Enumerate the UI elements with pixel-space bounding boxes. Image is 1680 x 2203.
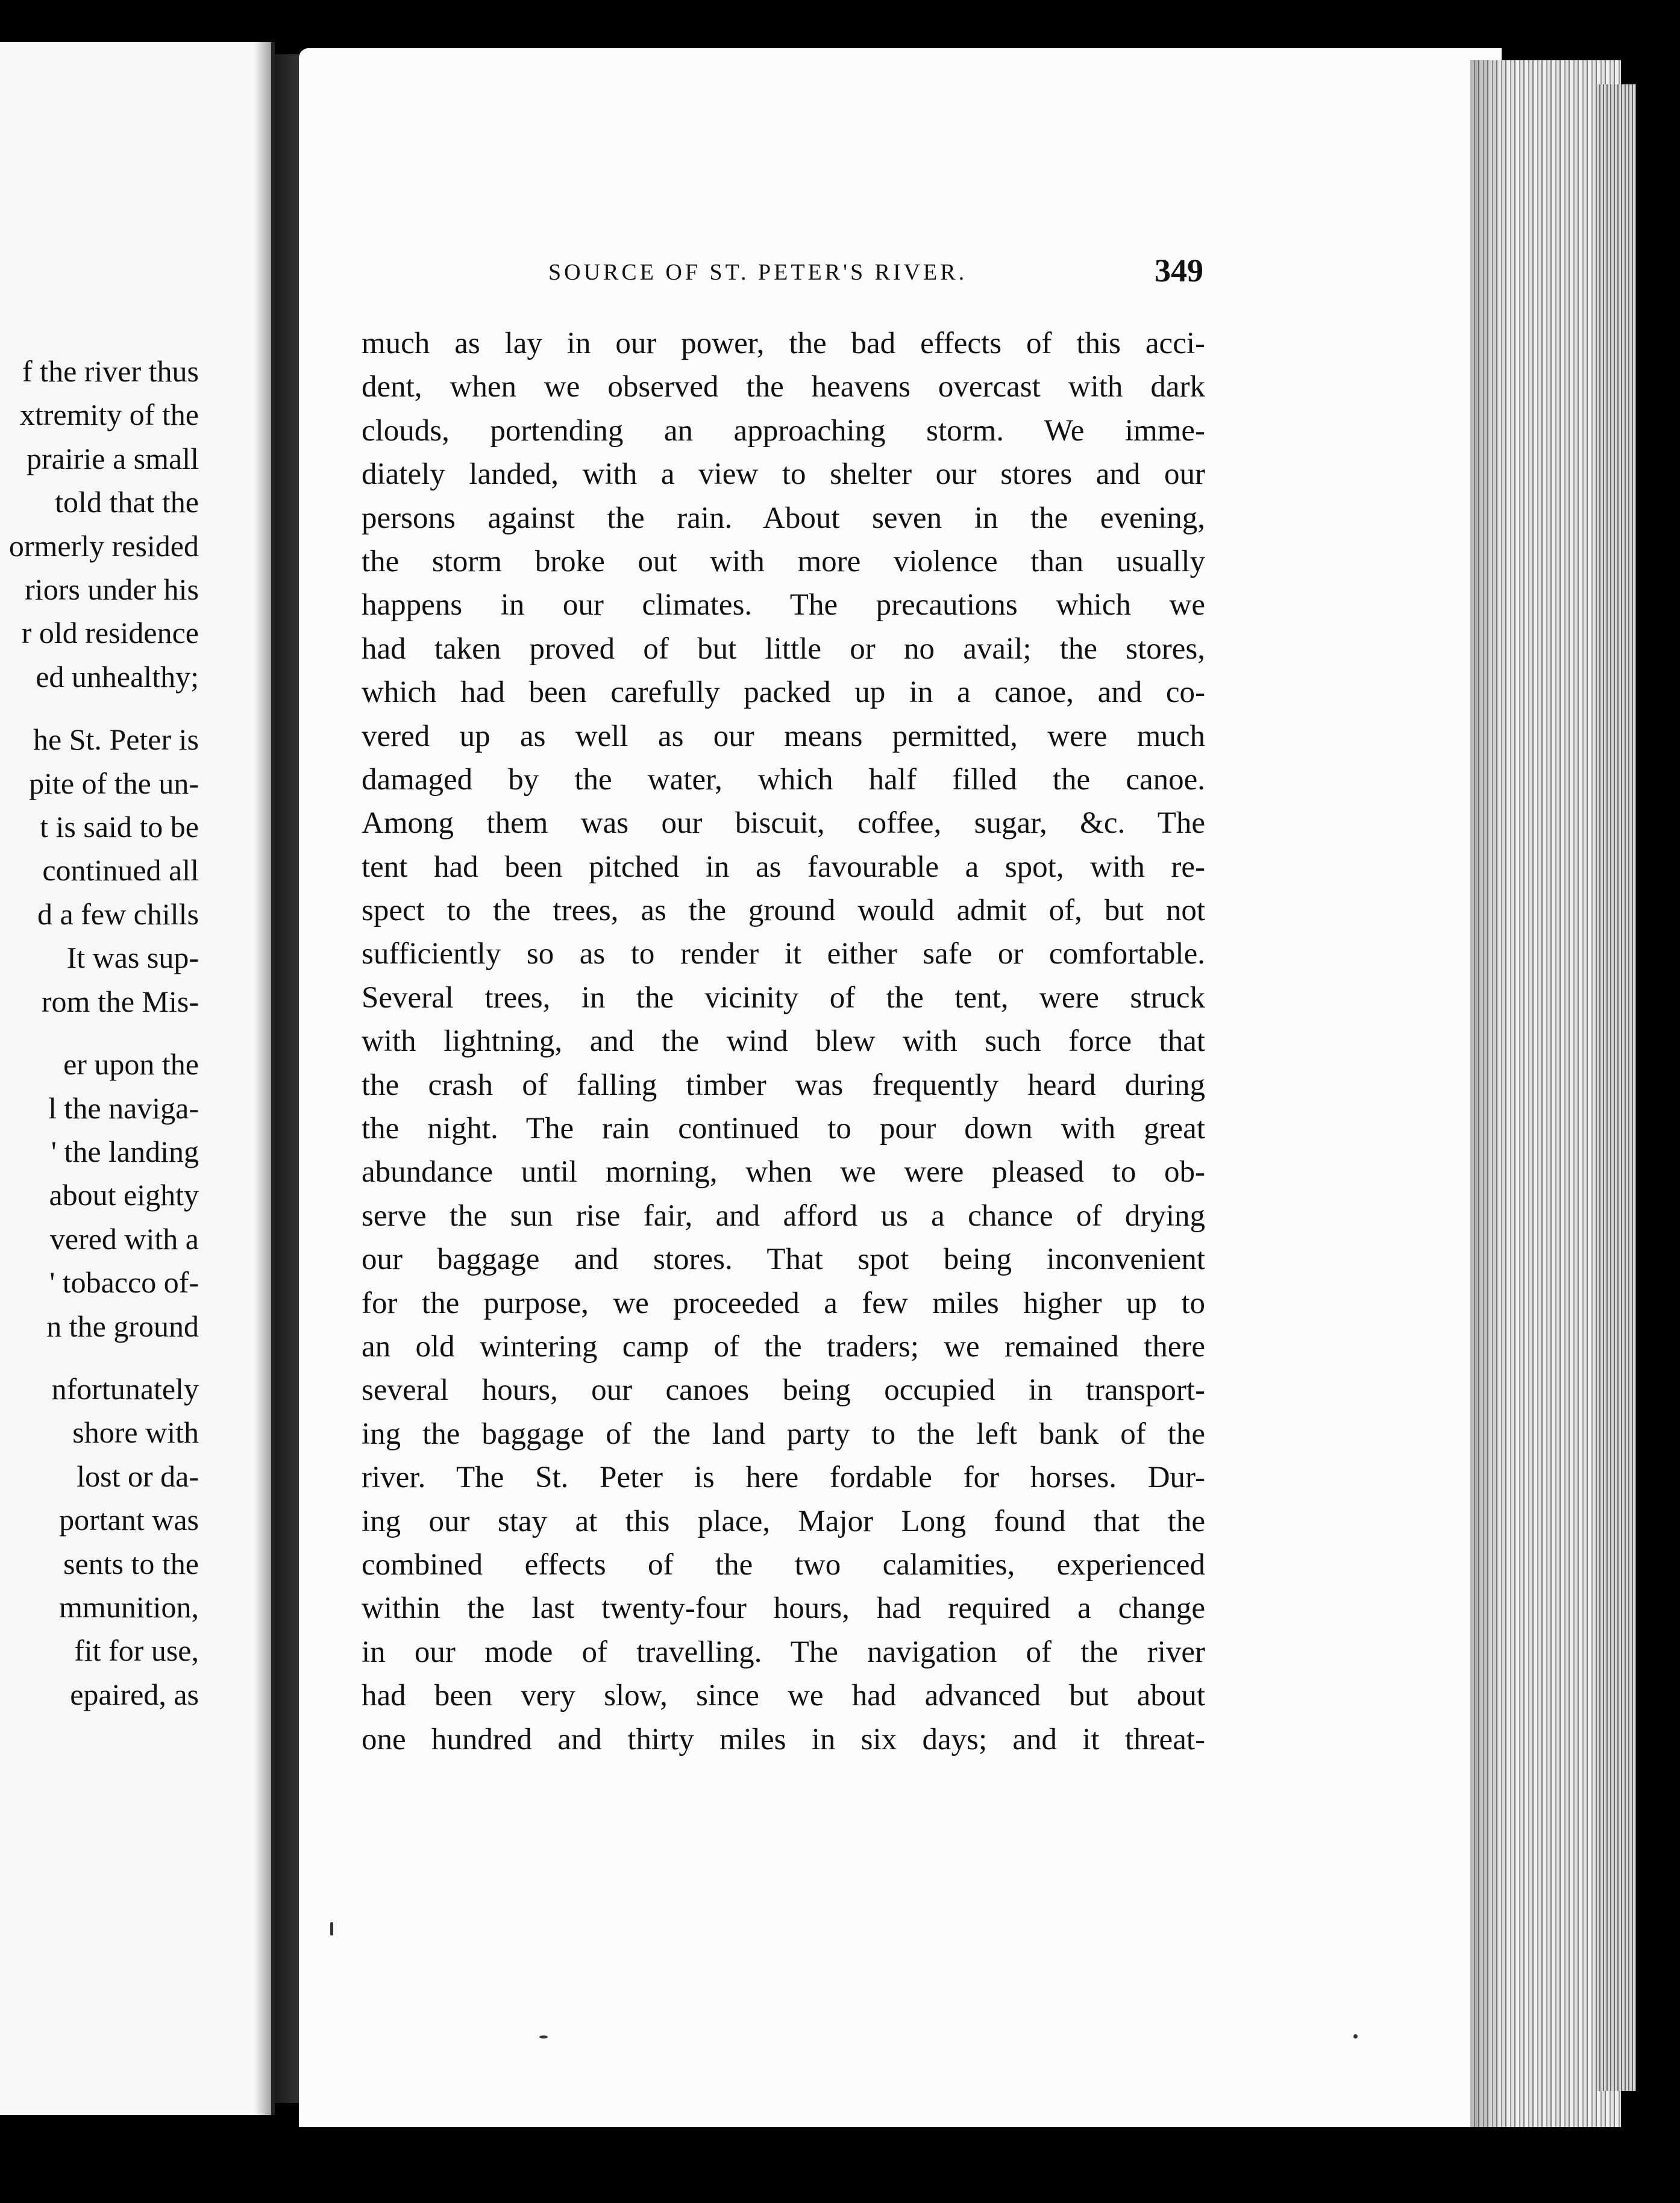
running-head: SOURCE OF ST. PETER'S RIVER. bbox=[548, 260, 968, 285]
paragraph-gap bbox=[0, 1023, 199, 1042]
text-line: diately landed, with a view to shelter our stores and our bbox=[362, 457, 1205, 492]
text-line: within the last twenty-four hours, had required a change bbox=[362, 1591, 1205, 1626]
text-line: clouds, portending an approaching storm. We imme- bbox=[362, 413, 1205, 448]
left-line: lost or da- bbox=[77, 1459, 199, 1493]
text-line: had been very slow, since we had advanced but about bbox=[362, 1679, 1205, 1713]
text-line: river. The St. Peter is here fordable for horses. Dur- bbox=[362, 1461, 1205, 1495]
left-line: xtremity of the bbox=[19, 398, 199, 432]
left-facing-page bbox=[0, 42, 275, 2115]
text-line: ing our stay at this place, Major Long found that the bbox=[362, 1504, 1205, 1538]
left-line: he St. Peter is bbox=[33, 722, 199, 757]
left-line: prairie a small bbox=[27, 441, 199, 475]
left-page-text bbox=[0, 349, 199, 1716]
text-line: which had been carefully packed up in a canoe, and co- bbox=[362, 675, 1205, 710]
text-line: Several trees, in the vicinity of the tent, were struck bbox=[362, 980, 1205, 1015]
text-line: an old wintering camp of the traders; we remained there bbox=[362, 1329, 1205, 1364]
left-line: er upon the bbox=[63, 1047, 199, 1082]
left-line: pite of the un- bbox=[29, 766, 199, 800]
text-line: the storm broke out with more violence than usually bbox=[362, 544, 1205, 578]
page-block-shadow bbox=[1470, 60, 1506, 2127]
text-line: our baggage and stores. That spot being inconvenient bbox=[362, 1243, 1205, 1277]
text-line: several hours, our canoes being occupied in transport- bbox=[362, 1373, 1205, 1408]
text-line: for the purpose, we proceeded a few miles higher up to bbox=[362, 1286, 1205, 1320]
text-line: dent, when we observed the heavens overcast with dark bbox=[362, 370, 1205, 404]
scan-speck bbox=[1353, 2034, 1358, 2038]
left-line: vered with a bbox=[49, 1221, 199, 1256]
paragraph-gap bbox=[0, 1348, 199, 1367]
left-line: epaired, as bbox=[70, 1677, 199, 1711]
text-line: had taken proved of but little or no avail; the stores, bbox=[362, 631, 1205, 666]
text-line: much as lay in our power, the bad effects of this acci- bbox=[362, 327, 1205, 360]
left-line: sents to the bbox=[63, 1546, 199, 1581]
left-line: ed unhealthy; bbox=[36, 659, 199, 694]
book-spine-shadow bbox=[275, 54, 299, 2103]
text-line: abundance until morning, when we were pleased to ob- bbox=[362, 1155, 1205, 1189]
body-text bbox=[362, 322, 1205, 1761]
left-line: fit for use, bbox=[74, 1634, 199, 1668]
left-line: rom the Mis- bbox=[41, 984, 199, 1018]
left-line: r old residence bbox=[21, 616, 199, 650]
text-line: the crash of falling timber was frequently heard during bbox=[362, 1068, 1205, 1102]
left-line: ' tobacco of- bbox=[49, 1265, 199, 1300]
text-line: sufficiently so as to render it either safe or comfortable. bbox=[362, 937, 1205, 971]
left-page-gutter-shadow bbox=[254, 42, 271, 2115]
text-line: the night. The rain continued to pour down with great bbox=[362, 1112, 1205, 1146]
left-line: portant was bbox=[59, 1503, 199, 1537]
left-line: l the naviga- bbox=[48, 1091, 199, 1125]
left-line: riors under his bbox=[25, 572, 199, 607]
left-line: f the river thus bbox=[22, 354, 199, 388]
text-line: persons against the rain. About seven in the evening, bbox=[362, 501, 1205, 535]
left-line: n the ground bbox=[46, 1309, 199, 1343]
left-line: nfortunately bbox=[51, 1371, 199, 1406]
left-line: about eighty bbox=[49, 1178, 199, 1212]
text-line: tent had been pitched in as favourable a spot, with re- bbox=[362, 850, 1205, 884]
left-line: ' the landing bbox=[51, 1134, 199, 1168]
text-line: with lightning, and the wind blew with such force that bbox=[362, 1024, 1205, 1059]
text-line: in our mode of travelling. The navigation of the river bbox=[362, 1635, 1205, 1669]
text-line: damaged by the water, which half filled the canoe. bbox=[362, 762, 1205, 797]
scan-speck bbox=[539, 2035, 548, 2038]
text-line: one hundred and thirty miles in six days; and it threat- bbox=[362, 1722, 1205, 1756]
page-number: 349 bbox=[1155, 252, 1203, 289]
scan-speck bbox=[330, 1922, 333, 1935]
paragraph-gap bbox=[0, 698, 199, 718]
text-line: spect to the trees, as the ground would admit of, but not bbox=[362, 894, 1205, 928]
left-line: t is said to be bbox=[40, 810, 199, 844]
text-line: vered up as well as our means permitted, were much bbox=[362, 719, 1205, 753]
left-line: continued all bbox=[42, 853, 199, 888]
left-line: told that the bbox=[55, 485, 199, 519]
text-line: ing the baggage of the land party to the left bank of the bbox=[362, 1417, 1205, 1451]
left-line: shore with bbox=[72, 1415, 199, 1450]
left-line: It was sup- bbox=[66, 941, 199, 975]
page-block-outer-strip bbox=[1597, 84, 1636, 2091]
text-line: happens in our climates. The precautions which we bbox=[362, 588, 1205, 622]
left-line: d a few chills bbox=[37, 897, 199, 931]
left-line: ormerly resided bbox=[8, 528, 199, 563]
text-line: Among them was our biscuit, coffee, sugar, &c. The bbox=[362, 806, 1205, 841]
left-line: mmunition, bbox=[59, 1590, 199, 1624]
text-line: serve the sun rise fair, and afford us a chance of drying bbox=[362, 1199, 1205, 1233]
text-line: combined effects of the two calamities, experienced bbox=[362, 1547, 1205, 1582]
